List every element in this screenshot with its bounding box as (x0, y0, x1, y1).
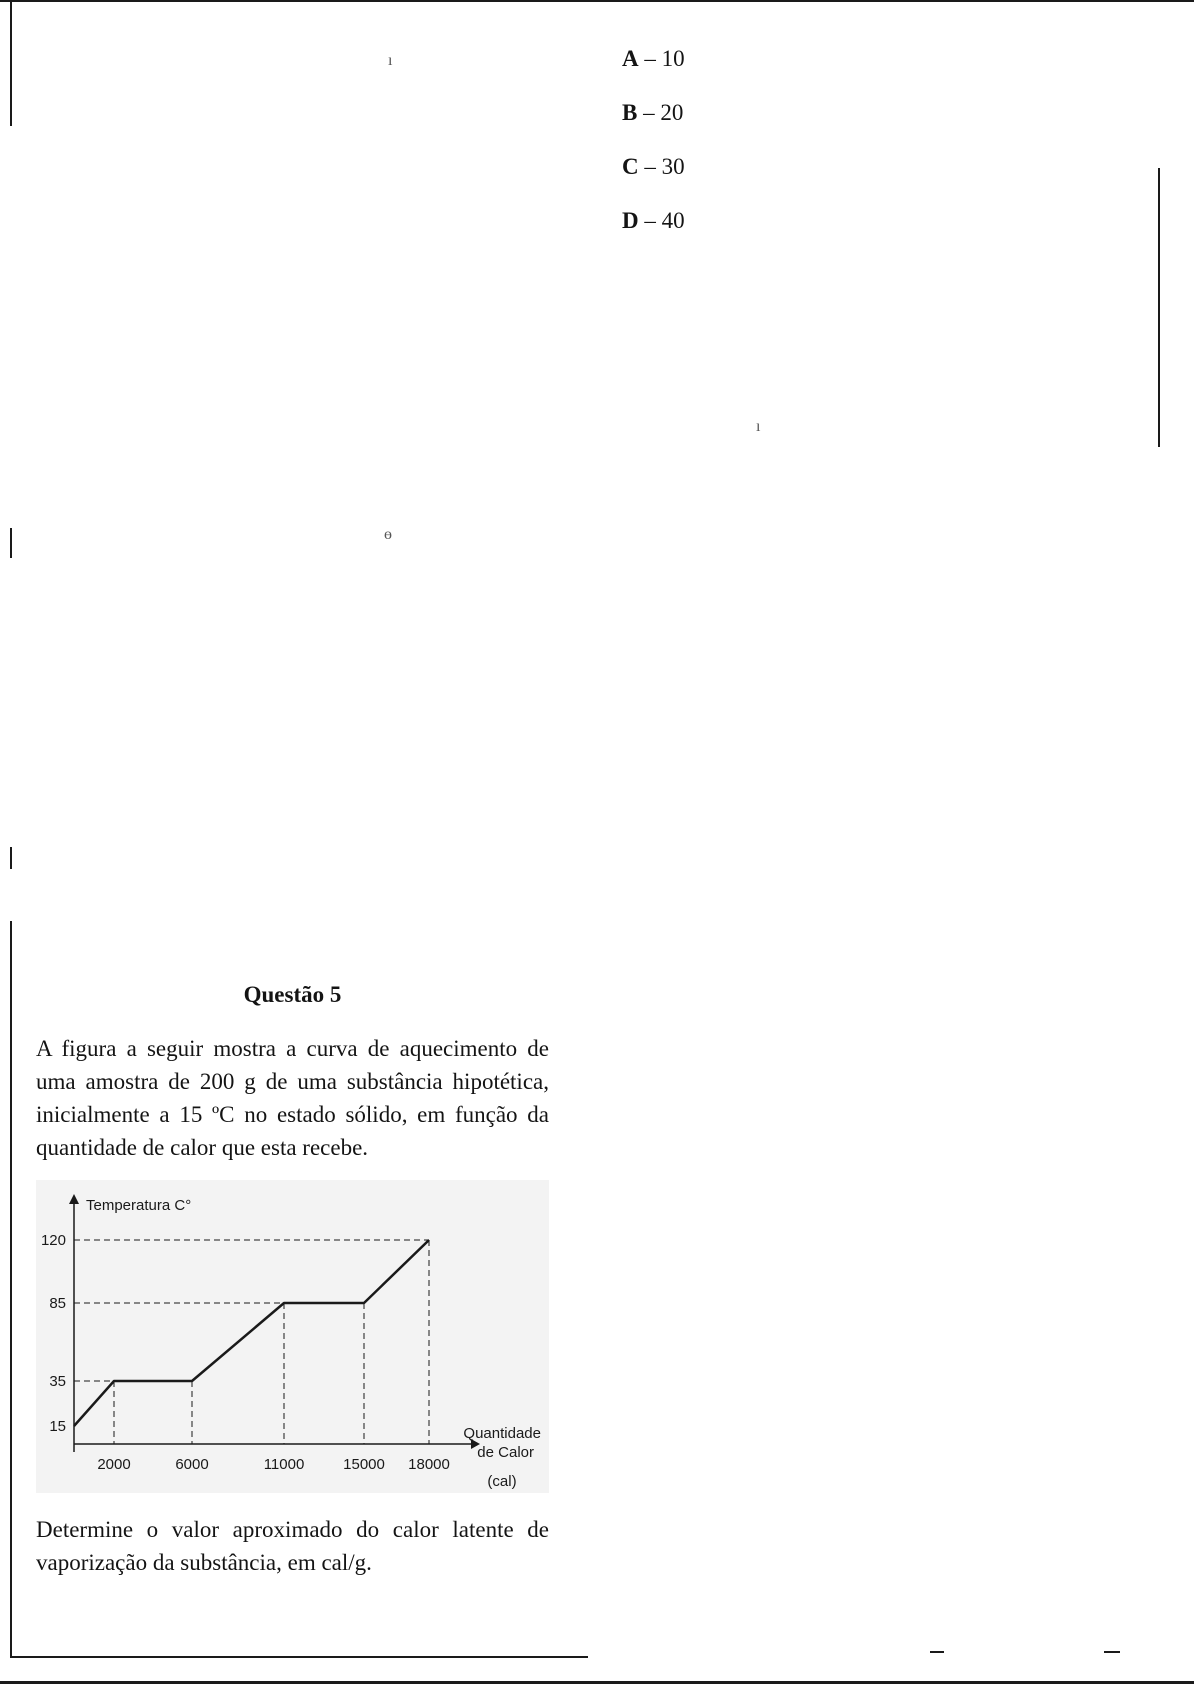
x-axis-unit: (cal) (487, 1473, 517, 1490)
x-axis-label-line1: Quantidade (463, 1425, 541, 1442)
x-axis-label-line2: de Calor (477, 1444, 534, 1461)
bottom-dash-2 (1104, 1651, 1120, 1653)
y-axis-arrow (69, 1194, 79, 1204)
y-axis-label: Temperatura C° (86, 1197, 192, 1214)
option-d: D – 40 (622, 208, 685, 233)
y-tick-label: 15 (49, 1418, 66, 1435)
bottom-left-rule (10, 1656, 588, 1658)
x-tick-label: 11000 (263, 1456, 305, 1473)
heating-curve-line (74, 1240, 429, 1426)
x-tick-label: 15000 (343, 1456, 385, 1473)
y-tick-label: 85 (49, 1295, 66, 1312)
left-margin-line-1 (10, 2, 12, 126)
y-tick-label: 120 (40, 1232, 66, 1249)
answer-options (622, 44, 685, 260)
x-tick-label: 6000 (175, 1456, 209, 1473)
left-margin-line-2 (10, 528, 12, 558)
y-tick-label: 35 (49, 1373, 66, 1390)
scan-mark: ı (388, 52, 393, 69)
x-tick-label: 2000 (97, 1456, 131, 1473)
x-tick-label: 18000 (408, 1456, 450, 1473)
option-b: B – 20 (622, 100, 684, 125)
top-border (0, 0, 1194, 2)
question-prompt: Determine o valor aproximado do calor latente de vaporização da substância, em cal/g. (36, 1517, 549, 1575)
option-c: C – 30 (622, 154, 685, 179)
option-a: A – 10 (622, 46, 685, 71)
left-margin-line-3 (10, 847, 12, 869)
question-intro: A figura a seguir mostra a curva de aquecimento de uma amostra de 200 g de uma substância hipotética, inicialmente a 15 ºC no estado sólido, em função da quantidade de calor que esta recebe. (36, 1036, 549, 1160)
bottom-dash-1 (930, 1651, 944, 1653)
right-margin-line (1158, 168, 1160, 447)
question-5 (36, 980, 549, 1579)
heating-curve-figure (36, 1180, 549, 1493)
heating-curve-chart (36, 1180, 549, 1493)
question-title: Questão 5 (243, 982, 342, 1007)
scan-mark: ɵ (384, 526, 392, 543)
scan-mark: ı (756, 418, 761, 435)
left-margin-line-4 (10, 921, 12, 1658)
